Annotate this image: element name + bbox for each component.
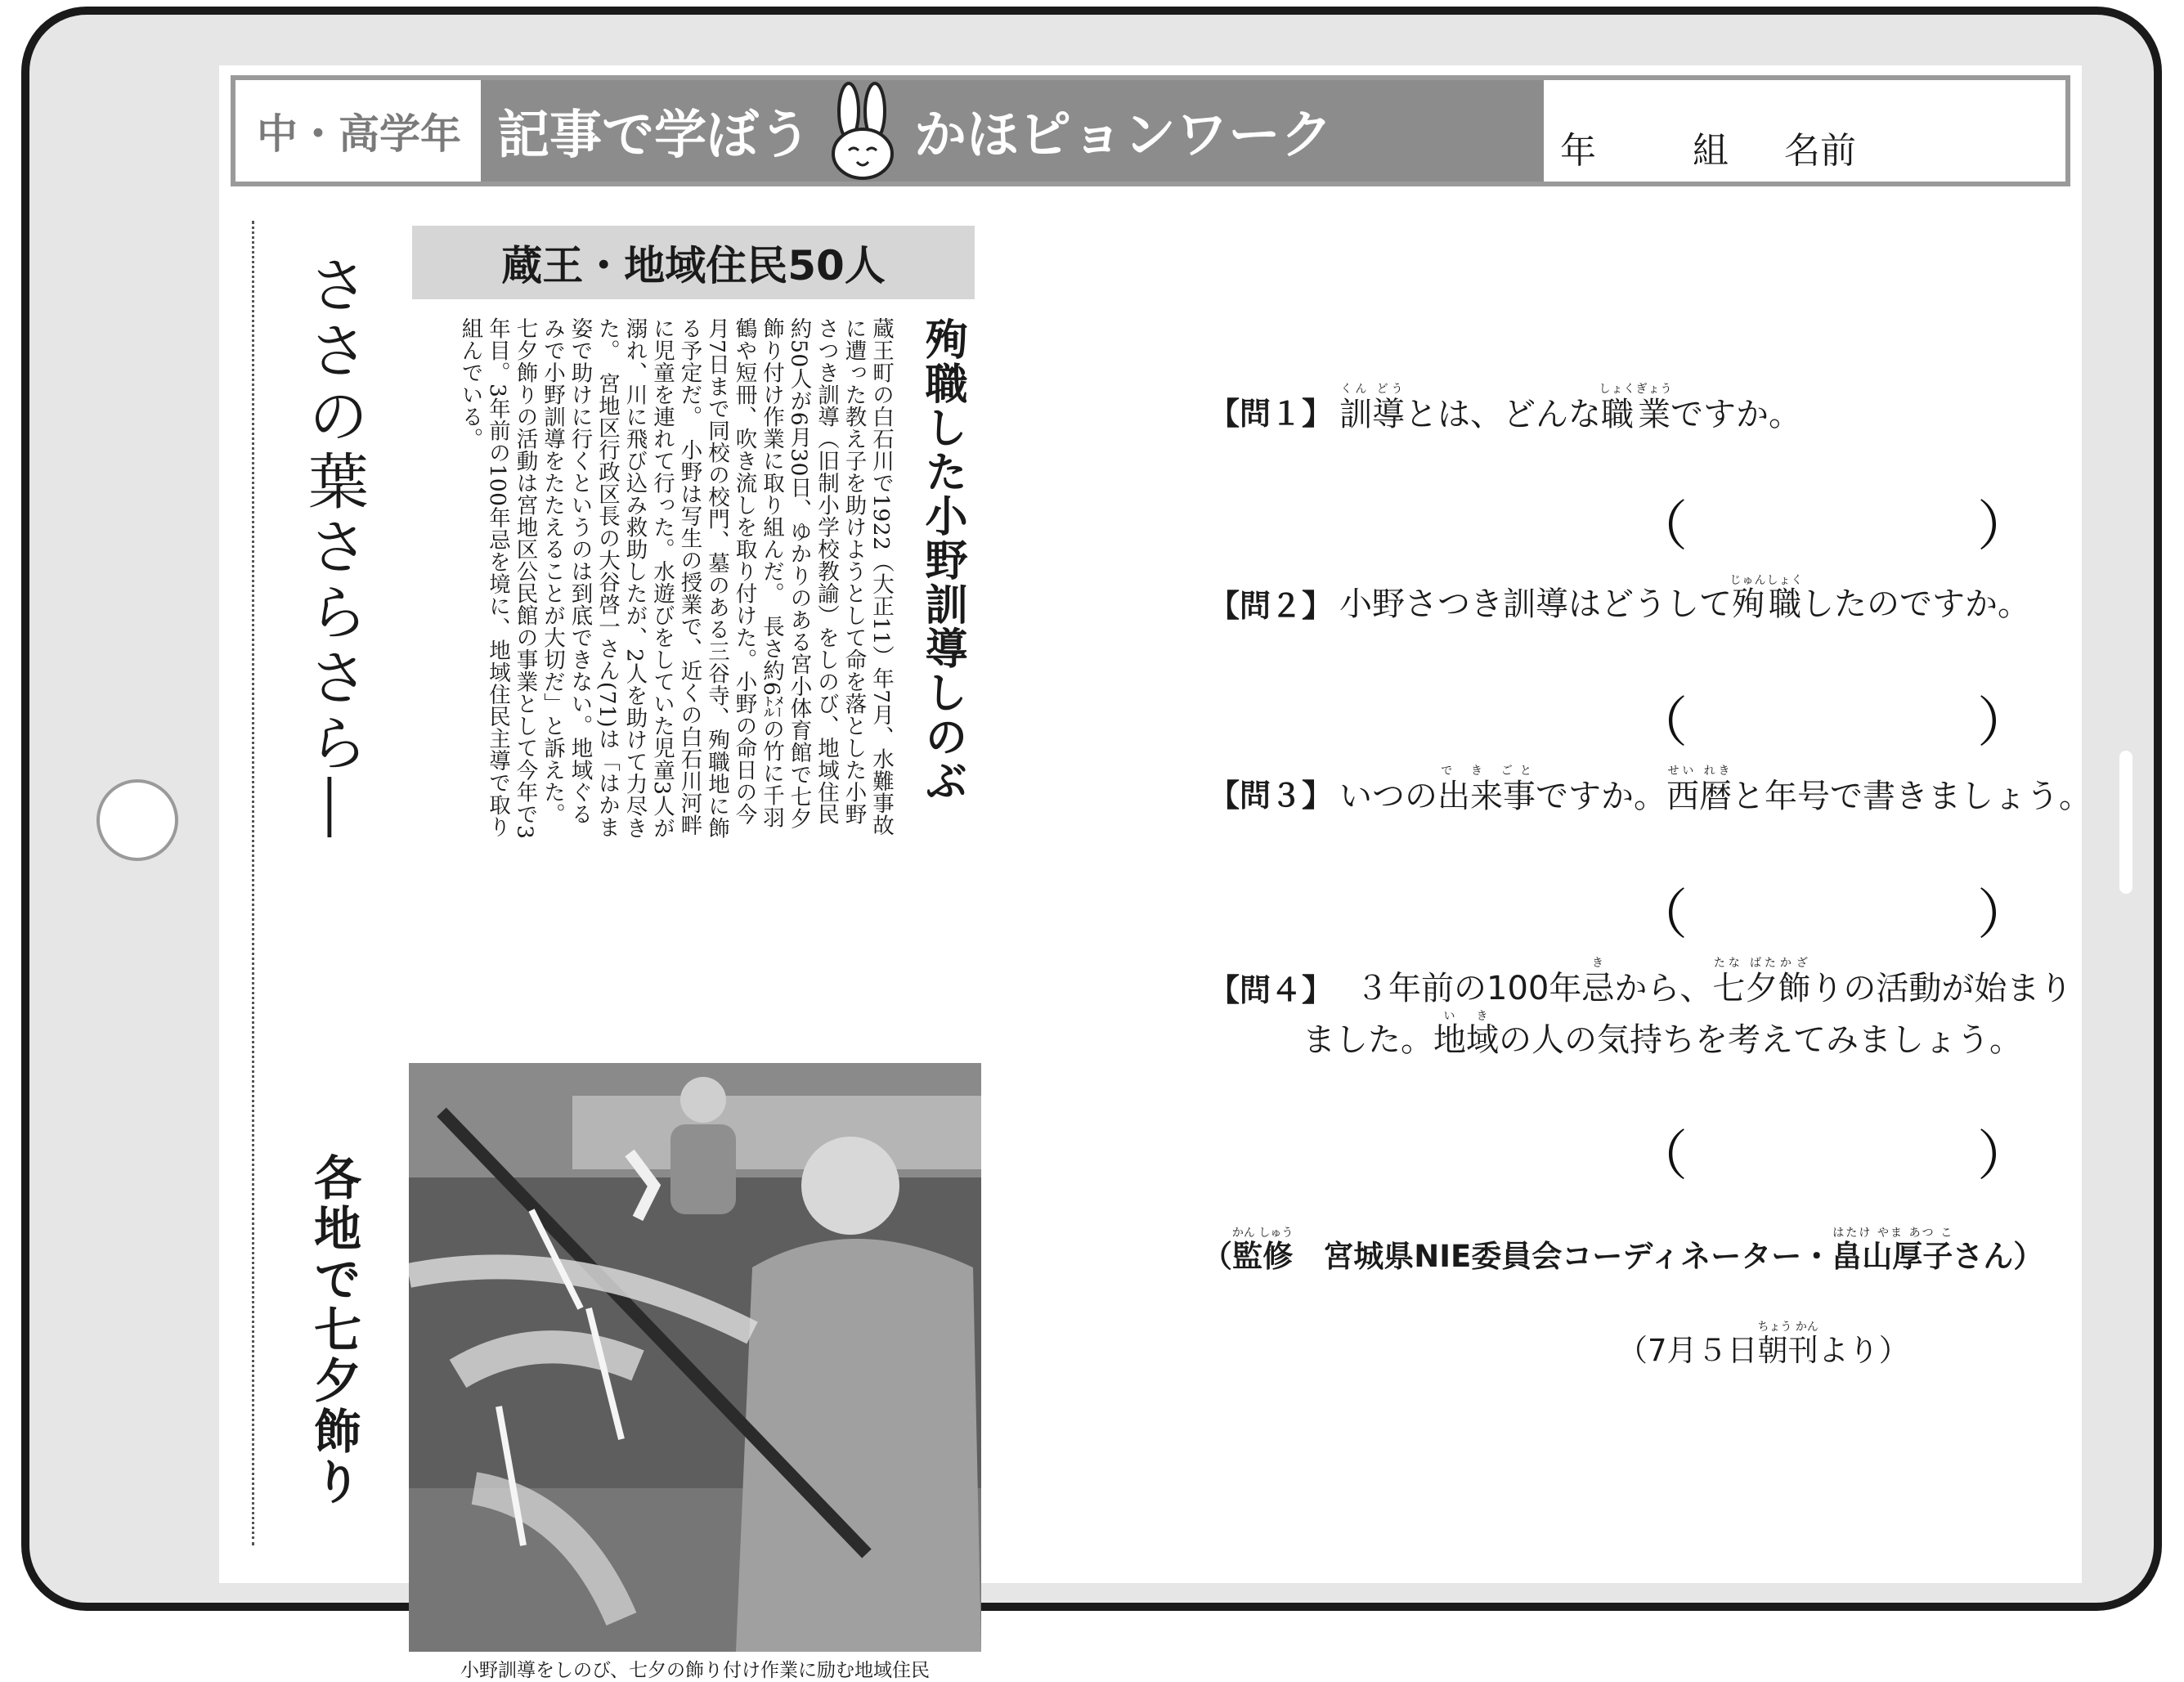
source-note: （7月５日朝刊ちょう かんより） [1617, 1321, 1909, 1368]
question-4-text-line1: ３年前の100年忌きから、七夕たな ばた飾かざりの活動が始まり [1356, 957, 2073, 1007]
photo-caption: 小野訓導をしのび、七夕の飾り付け作業に励む地域住民 [460, 1660, 931, 1681]
main-headline: ささの葉さらさら― [298, 253, 369, 842]
answer-1-open: （ [1634, 495, 1688, 558]
article-headline: 殉職した小野訓導しのぶ [917, 317, 967, 803]
answer-2-field[interactable] [1675, 683, 1969, 740]
side-button[interactable] [2119, 751, 2132, 894]
supervisor-credit: （監修かん しゅう 宮城県NIE委員会コーディネーター・畠山厚子はたけ やま あつ こさん） [1202, 1227, 2044, 1274]
worksheet-page [219, 65, 2092, 1681]
answer-3-open: （ [1634, 883, 1688, 946]
year-field-label: 年 [1560, 130, 1596, 172]
answer-3-close: ） [1977, 883, 2031, 946]
article-body: 蔵王町の白石川で1922（大正11）年7月、水難事故に遭った教え子を助けようとして命を落とした小野さつき訓導（旧制小学校教諭）をしのび、地域住民約50人が6月30日、ゆかりのある宮小体育館で七夕飾り付け作業に取り組んだ。 長さ約6㍍の竹に千羽鶴や短冊、吹き流しを取り付けた。小野の命日の今月7日まで同校の校門、墓のある三谷寺、殉職地に飾る予定だ。 小野は写生の授業で、近くの白石川河畔に児童を連れて行った。水遊びをしていた児童3人が溺れ、川に飛び込み救助したが、2人を助けて力尽きた。 宮地区行政区長の大谷啓一さん(71)は「はかま姿で助けに行くというのは到底できない。地域ぐるみで小野訓導をたたえることが大切だ」と訴えた。 七夕飾りの活動は宮地区公民館の事業として今年で3年目。3年前の100年忌を境に、地域住民主導で取り組んでいる。 [457, 317, 894, 840]
title-left: 記事で学ぼう [497, 105, 811, 166]
question-1-label: 【問１】 [1209, 396, 1334, 432]
answer-1-field[interactable] [1675, 487, 1969, 544]
title-right: かほピョンワーク [914, 105, 1333, 166]
name-field-label: 名前 [1784, 130, 1856, 172]
question-4-label: 【問４】 [1209, 972, 1334, 1008]
rabbit-icon [818, 80, 908, 182]
questions-section [980, 65, 2092, 1583]
tablet-frame [21, 7, 2162, 1681]
answer-4-open: （ [1634, 1124, 1688, 1187]
answer-2-open: （ [1634, 691, 1688, 754]
answer-4-close: ） [1977, 1124, 2031, 1187]
divider-line [252, 221, 254, 1545]
question-1-text: 訓導くん どうとは、どんな職業しょくぎょうですか。 [1339, 383, 1801, 433]
answer-1-close: ） [1977, 495, 2031, 558]
grade-label: 中・高学年 [240, 85, 478, 177]
home-button[interactable] [96, 779, 178, 861]
answer-4-field[interactable] [1675, 1116, 1969, 1173]
article-kicker: 蔵王・地域住民50人 [412, 226, 975, 299]
tanabata-photo-illustration [409, 1063, 981, 1652]
answer-2-close: ） [1977, 691, 2031, 754]
question-2-label: 【問２】 [1209, 588, 1334, 624]
class-field-label: 組 [1693, 130, 1729, 172]
article-photo [409, 1063, 981, 1652]
answer-3-field[interactable] [1675, 875, 1969, 932]
question-4-text-line2: ました。地域いきの人の気持ちを考えてみましょう。 [1303, 1010, 2022, 1059]
question-3-text: いつの出来事で き ごとですか。西暦せい れきと年号で書きましょう。 [1339, 765, 2092, 815]
question-2-text: 小野さつき訓導はどうして殉職じゅんしょくしたのですか。 [1339, 574, 2030, 623]
newspaper-article [252, 221, 1070, 1681]
sub-headline: 各地で七夕飾り [306, 1153, 361, 1508]
question-3-label: 【問３】 [1209, 778, 1334, 814]
